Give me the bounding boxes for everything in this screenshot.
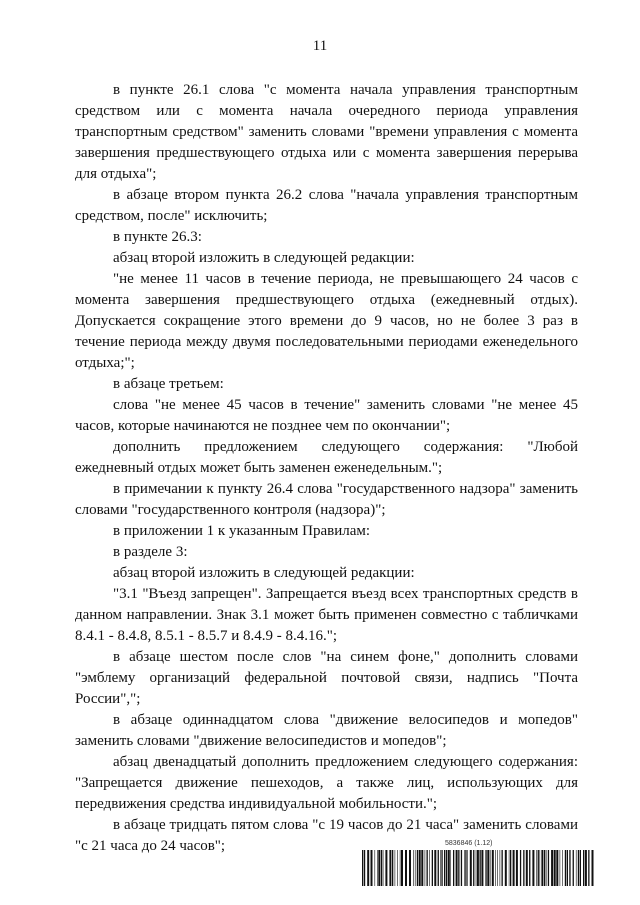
paragraph: слова "не менее 45 часов в течение" заменить словами "не менее 45 часов, которые начинаются не позднее чем по окончании";: [75, 397, 578, 434]
paragraph: в абзаце тридцать пятом слова "с 19 часов до 21 часа" заменить словами "с 21 часа до 24 часов";: [75, 817, 578, 854]
paragraph: в разделе 3:: [113, 544, 188, 560]
paragraph: абзац второй изложить в следующей редакции:: [113, 565, 415, 581]
paragraph: абзац двенадцатый дополнить предложением следующего содержания: "Запрещается движение пешеходов, а также лиц, использующих для передвижения средства индивидуальной мобильности.";: [75, 754, 578, 812]
paragraph: в приложении 1 к указанным Правилам:: [113, 523, 371, 539]
paragraph: дополнить предложением следующего содержания: "Любой ежедневный отдых может быть заменен еженедельным.";: [75, 439, 578, 476]
barcode-icon: [362, 850, 594, 886]
paragraph: в примечании к пункту 26.4 слова "государственного надзора" заменить словами "государственного контроля (надзора)";: [75, 481, 578, 518]
page-number: 11: [312, 38, 328, 54]
document-body: [75, 80, 578, 857]
document-code: 5836846 (1.12): [445, 840, 493, 847]
paragraph: "не менее 11 часов в течение периода, не превышающего 24 часов с момента завершения предшествующего отдыха (ежедневный отдых). Допускается сокращение этого времени до 9 часов, но не более 3 раз в течение периода между двумя последовательными периодами еженедельного отдыха;";: [75, 271, 578, 371]
paragraph: абзац второй изложить в следующей редакции:: [113, 250, 415, 266]
paragraph: в пункте 26.3:: [113, 229, 202, 245]
paragraph: в абзаце третьем:: [113, 376, 224, 392]
paragraph: в пункте 26.1 слова "с момента начала управления транспортным средством или с момента начала очередного периода управления транспортным средством" заменить словами "времени управления с момента завершения предшествующего отдыха или с момента завершения перерыва для отдыха";: [75, 82, 578, 182]
document-footer: [362, 840, 594, 888]
paragraph: в абзаце втором пункта 26.2 слова "начала управления транспортным средством, после" исключить;: [75, 187, 578, 224]
paragraph: в абзаце одиннадцатом слова "движение велосипедов и мопедов" заменить словами "движение велосипедистов и мопедов";: [75, 712, 578, 749]
paragraph: в абзаце шестом после слов "на синем фоне," дополнить словами "эмблему организаций федеральной почтовой связи, надпись "Почта России",";: [75, 649, 578, 707]
paragraph: "3.1 "Въезд запрещен". Запрещается въезд всех транспортных средств в данном направлении. Знак 3.1 может быть применен совместно с табличками 8.4.1 - 8.4.8, 8.5.1 - 8.5.7 и 8.4.9 - 8.4.16.";: [75, 586, 578, 644]
